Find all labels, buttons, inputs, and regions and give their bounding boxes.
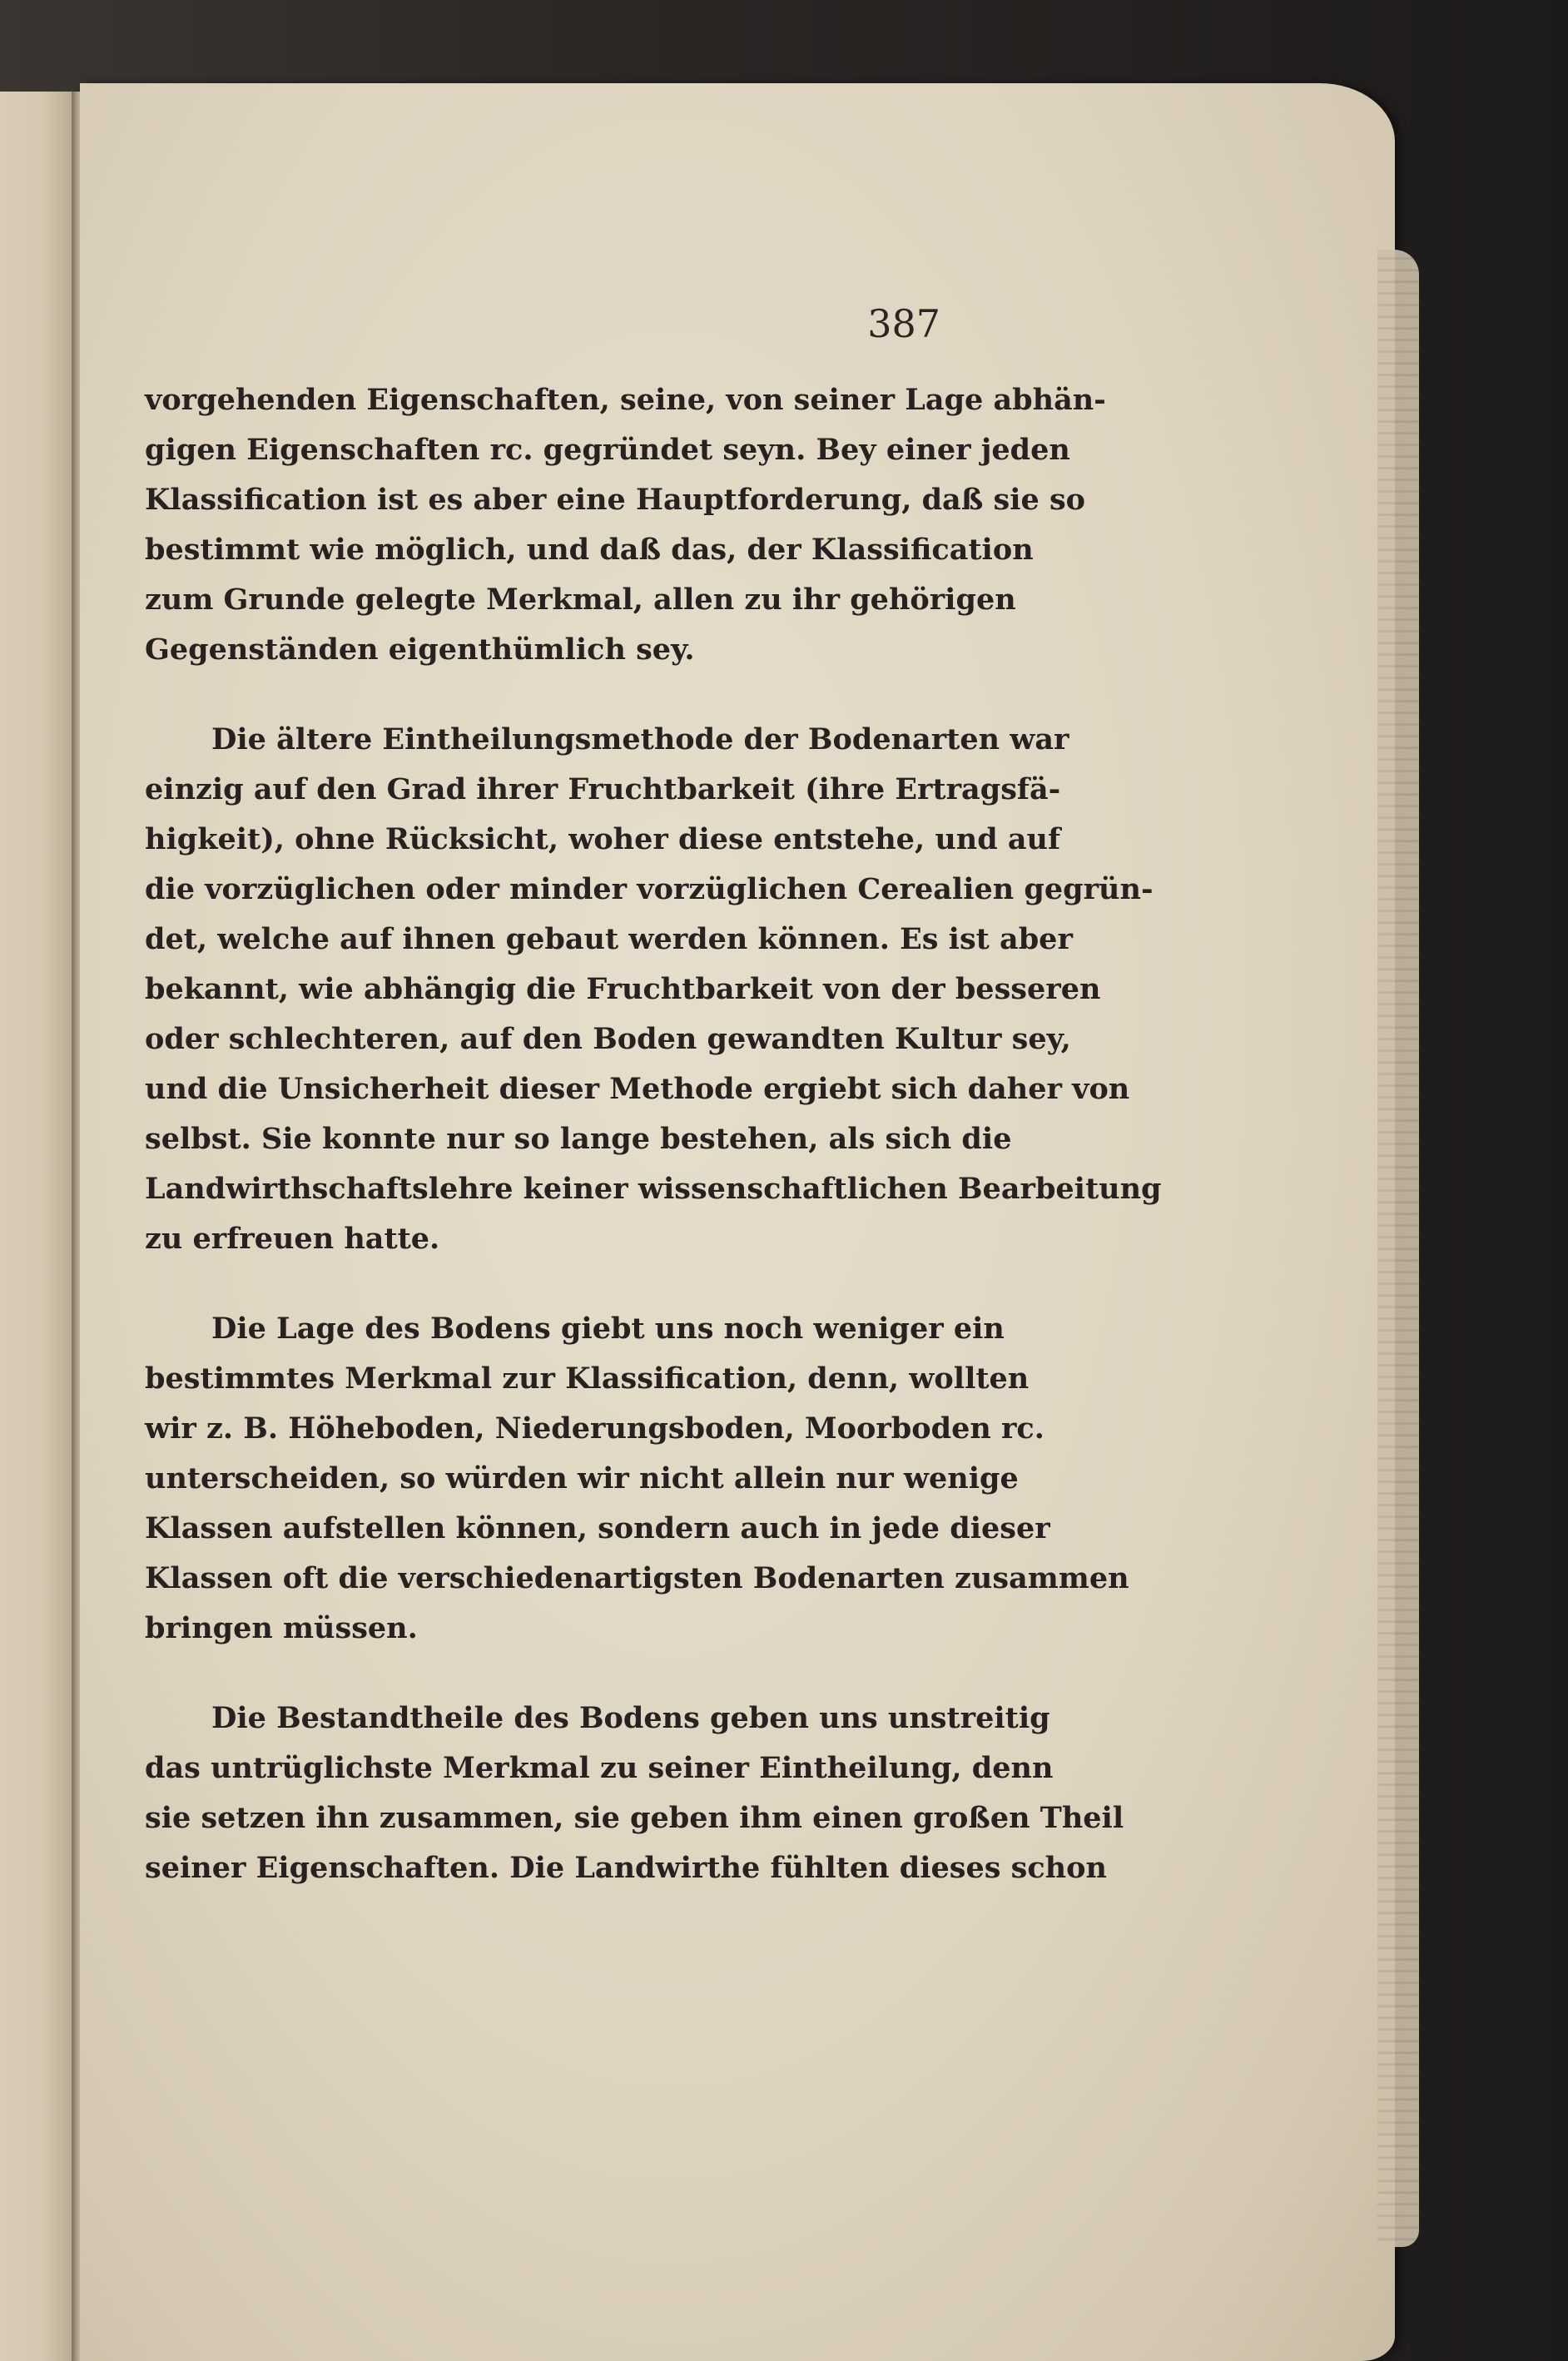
text-line: Gegenständen eigenthümlich sey. (145, 632, 695, 667)
text-line: und die Unsicherheit dieser Methode ergiebt sich daher von (145, 1072, 1130, 1106)
text-line: Klassen oft die verschiedenartigsten Bodenarten zusammen (145, 1561, 1129, 1595)
facing-page-edge (0, 92, 73, 2361)
text-line: unterscheiden, so würden wir nicht allein nur wenige (145, 1461, 1019, 1495)
text-line: vorgehenden Eigenschaften, seine, von seiner Lage abhän- (145, 383, 1106, 417)
book-gutter (72, 92, 80, 2361)
page-number: 387 (867, 301, 940, 346)
text-line: wir z. B. Höheboden, Niederungsboden, Moorboden rc. (145, 1411, 1045, 1446)
text-line: Die ältere Eintheilungsmethode der Bodenarten war (211, 722, 1069, 756)
text-line: Die Lage des Bodens giebt uns noch weniger ein (211, 1312, 1005, 1346)
text-line: Klassen aufstellen können, sondern auch in jede dieser (145, 1511, 1050, 1545)
text-line: Klassification ist es aber eine Hauptforderung, daß sie so (145, 483, 1086, 517)
page-fore-edge (1377, 250, 1419, 2247)
text-line: seiner Eigenschaften. Die Landwirthe fühlten dieses schon (145, 1851, 1107, 1885)
text-line: bringen müssen. (145, 1611, 418, 1645)
text-line: bestimmt wie möglich, und daß das, der Klassification (145, 533, 1034, 567)
text-line: bestimmtes Merkmal zur Klassification, denn, wollten (145, 1362, 1030, 1396)
text-line: zu erfreuen hatte. (145, 1222, 440, 1256)
text-line: oder schlechteren, auf den Boden gewandten Kultur sey, (145, 1022, 1071, 1056)
text-line: gigen Eigenschaften rc. gegründet seyn. Bey einer jeden (145, 433, 1070, 467)
text-line: zum Grunde gelegte Merkmal, allen zu ihr gehörigen (145, 583, 1016, 617)
text-line: das untrüglichste Merkmal zu seiner Eintheilung, denn (145, 1751, 1054, 1785)
text-line: bekannt, wie abhängig die Fruchtbarkeit von der besseren (145, 972, 1101, 1006)
text-line: Die Bestandtheile des Bodens geben uns unstreitig (211, 1701, 1050, 1735)
text-line: selbst. Sie konnte nur so lange bestehen, als sich die (145, 1122, 1012, 1156)
text-line: sie setzen ihn zusammen, sie geben ihm einen großen Theil (145, 1801, 1124, 1835)
text-line: det, welche auf ihnen gebaut werden können. Es ist aber (145, 922, 1073, 956)
text-line: einzig auf den Grad ihrer Fruchtbarkeit (ihre Ertragsfä- (145, 772, 1061, 806)
text-line: die vorzüglichen oder minder vorzüglichen Cerealien gegrün- (145, 872, 1154, 906)
text-line: higkeit), ohne Rücksicht, woher diese entstehe, und auf (145, 822, 1061, 856)
text-line: Landwirthschaftslehre keiner wissenschaftlichen Bearbeitung (145, 1172, 1162, 1206)
